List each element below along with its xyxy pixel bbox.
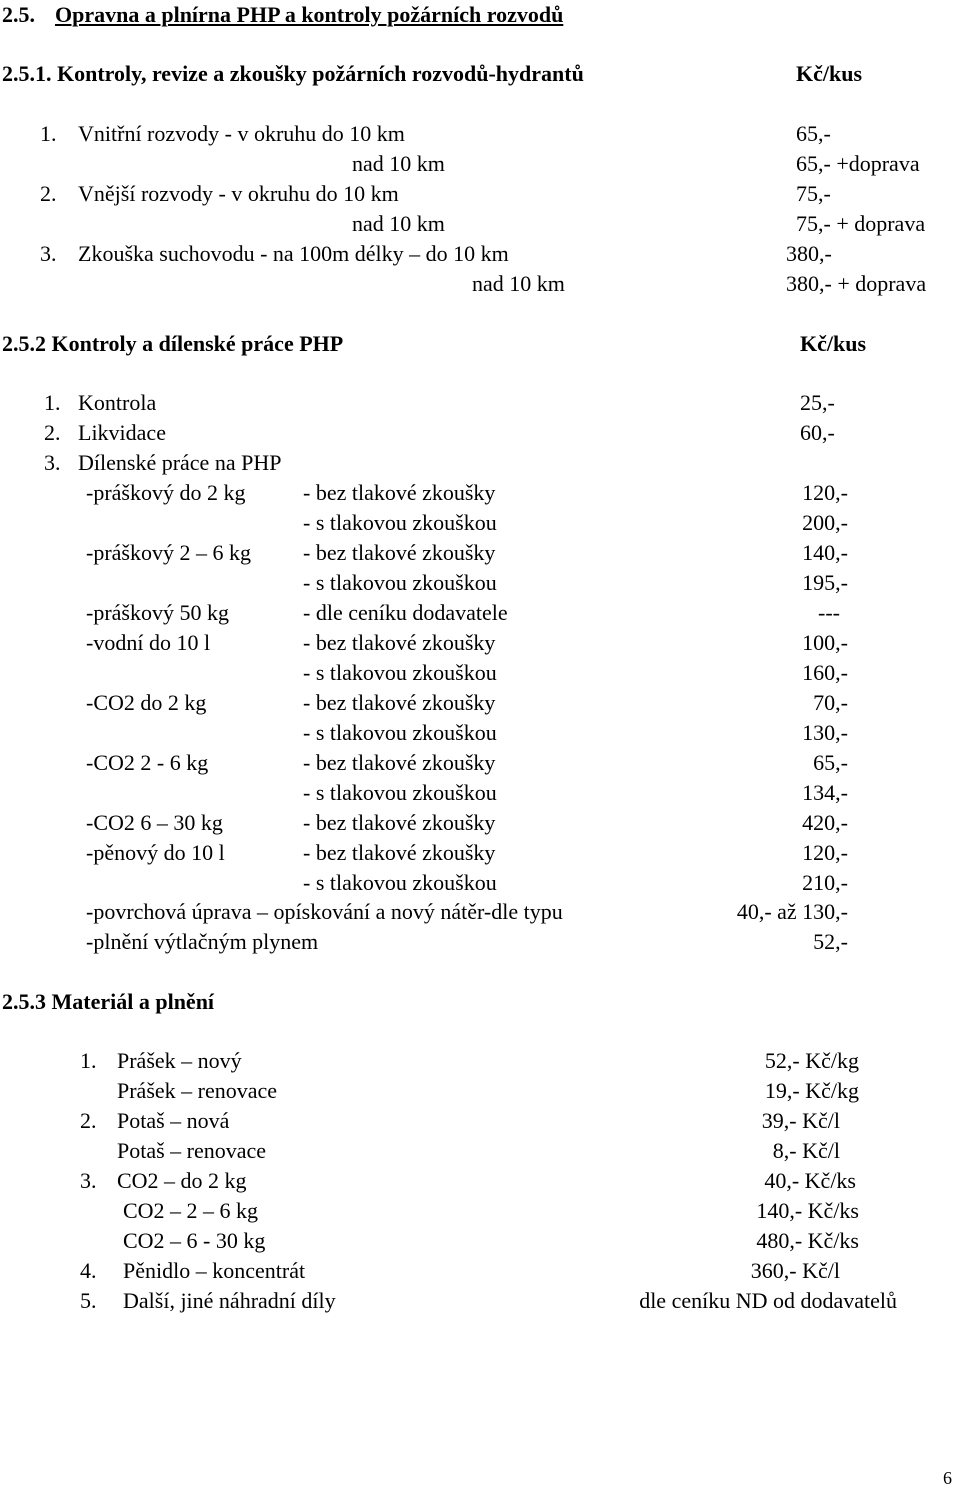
item-price: 420,- <box>802 810 848 835</box>
item-price: 75,- + doprava <box>796 211 926 236</box>
extinguisher-type: -CO2 do 2 kg <box>86 690 207 715</box>
test-type: - bez tlakové zkoušky <box>303 690 496 715</box>
list-number: 1. <box>44 390 61 415</box>
test-type: - bez tlakové zkoušky <box>303 750 496 775</box>
material-price: 140,- Kč/ks <box>756 1198 859 1223</box>
item-sublabel: nad 10 km <box>472 271 565 296</box>
section-number: 2.5. <box>2 2 35 27</box>
material-label: Prášek – renovace <box>117 1078 278 1103</box>
unit-header: Kč/kus <box>800 331 867 356</box>
page-number: 6 <box>943 1468 952 1488</box>
unit-header: Kč/kus <box>796 61 863 86</box>
material-price: 360,- Kč/l <box>750 1258 840 1283</box>
test-type: - bez tlakové zkoušky <box>303 630 496 655</box>
list-number: 2. <box>40 181 57 206</box>
item-price: 120,- <box>802 840 848 865</box>
list-number: 3. <box>40 241 57 266</box>
list-number: 3. <box>80 1168 97 1193</box>
item-price: 140,- <box>802 540 848 565</box>
material-price: 8,- Kč/l <box>772 1138 840 1163</box>
item-sublabel: nad 10 km <box>352 151 445 176</box>
item-label: Likvidace <box>78 420 166 445</box>
item-price: 195,- <box>802 570 848 595</box>
item-price: 380,- <box>786 241 832 266</box>
material-label: CO2 – 2 – 6 kg <box>123 1198 259 1223</box>
list-number: 4. <box>80 1258 97 1283</box>
item-price: 25,- <box>800 390 835 415</box>
item-price: 65,- <box>813 750 848 775</box>
extinguisher-type: -práškový 50 kg <box>86 600 229 625</box>
material-price: 39,- Kč/l <box>761 1108 840 1133</box>
item-label: Dílenské práce na PHP <box>78 450 282 475</box>
extra-service-label: -povrchová úprava – opískování a nový nátěr-dle typu <box>86 899 563 924</box>
extinguisher-type: -CO2 6 – 30 kg <box>86 810 223 835</box>
subsection-title: 2.5.3 Materiál a plnění <box>2 989 215 1014</box>
extinguisher-type: -práškový do 2 kg <box>86 480 246 505</box>
material-price: 52,- Kč/kg <box>764 1048 859 1073</box>
item-price: 200,- <box>802 510 848 535</box>
material-price: dle ceníku ND od dodavatelů <box>639 1288 897 1313</box>
item-price: 100,- <box>802 630 848 655</box>
item-price: --- <box>818 600 840 625</box>
item-price: 60,- <box>800 420 835 445</box>
test-type: - s tlakovou zkouškou <box>303 570 497 595</box>
item-sublabel: nad 10 km <box>352 211 445 236</box>
item-label: Vnitřní rozvody - v okruhu do 10 km <box>78 121 405 146</box>
subsection-title: 2.5.2 Kontroly a dílenské práce PHP <box>2 331 344 356</box>
test-type: - bez tlakové zkoušky <box>303 540 496 565</box>
item-price: 65,- +doprava <box>796 151 920 176</box>
item-label: Kontrola <box>78 390 157 415</box>
test-type: - s tlakovou zkouškou <box>303 510 497 535</box>
item-price: 380,- + doprava <box>786 271 927 296</box>
section-title: Opravna a plnírna PHP a kontroly požárních rozvodů <box>55 2 564 27</box>
material-price: 19,- Kč/kg <box>764 1078 859 1103</box>
extinguisher-type: -pěnový do 10 l <box>86 840 225 865</box>
list-number: 1. <box>80 1048 97 1073</box>
list-number: 1. <box>40 121 57 146</box>
test-type: - s tlakovou zkouškou <box>303 780 497 805</box>
extinguisher-type: -práškový 2 – 6 kg <box>86 540 251 565</box>
item-label: Vnější rozvody - v okruhu do 10 km <box>78 181 399 206</box>
item-label: Zkouška suchovodu - na 100m délky – do 10 km <box>78 241 509 266</box>
material-label: Potaš – nová <box>117 1108 230 1133</box>
item-price: 120,- <box>802 480 848 505</box>
extinguisher-type: -vodní do 10 l <box>86 630 211 655</box>
item-price: 65,- <box>796 121 831 146</box>
test-type: - bez tlakové zkoušky <box>303 480 496 505</box>
item-price: 52,- <box>813 929 848 954</box>
material-label: Prášek – nový <box>117 1048 242 1073</box>
material-price: 480,- Kč/ks <box>756 1228 859 1253</box>
item-price: 40,- až 130,- <box>736 899 848 924</box>
material-label: Další, jiné náhradní díly <box>123 1288 336 1313</box>
test-type: - s tlakovou zkouškou <box>303 870 497 895</box>
list-number: 3. <box>44 450 61 475</box>
list-number: 2. <box>44 420 61 445</box>
material-label: Potaš – renovace <box>117 1138 267 1163</box>
item-price: 210,- <box>802 870 848 895</box>
material-price: 40,- Kč/ks <box>764 1168 856 1193</box>
subsection-title: 2.5.1. Kontroly, revize a zkoušky požárních rozvodů-hydrantů <box>2 61 584 86</box>
test-type: - s tlakovou zkouškou <box>303 660 497 685</box>
extinguisher-type: -CO2 2 - 6 kg <box>86 750 209 775</box>
material-label: CO2 – 6 - 30 kg <box>123 1228 266 1253</box>
item-price: 130,- <box>802 720 848 745</box>
list-number: 2. <box>80 1108 97 1133</box>
extra-service-label: -plnění výtlačným plynem <box>86 929 319 954</box>
test-type: - bez tlakové zkoušky <box>303 840 496 865</box>
test-type: - dle ceníku dodavatele <box>303 600 508 625</box>
list-number: 5. <box>80 1288 97 1313</box>
item-price: 134,- <box>802 780 848 805</box>
item-price: 160,- <box>802 660 848 685</box>
material-label: CO2 – do 2 kg <box>117 1168 247 1193</box>
test-type: - s tlakovou zkouškou <box>303 720 497 745</box>
item-price: 70,- <box>813 690 848 715</box>
item-price: 75,- <box>796 181 831 206</box>
material-label: Pěnidlo – koncentrát <box>123 1258 306 1283</box>
test-type: - bez tlakové zkoušky <box>303 810 496 835</box>
